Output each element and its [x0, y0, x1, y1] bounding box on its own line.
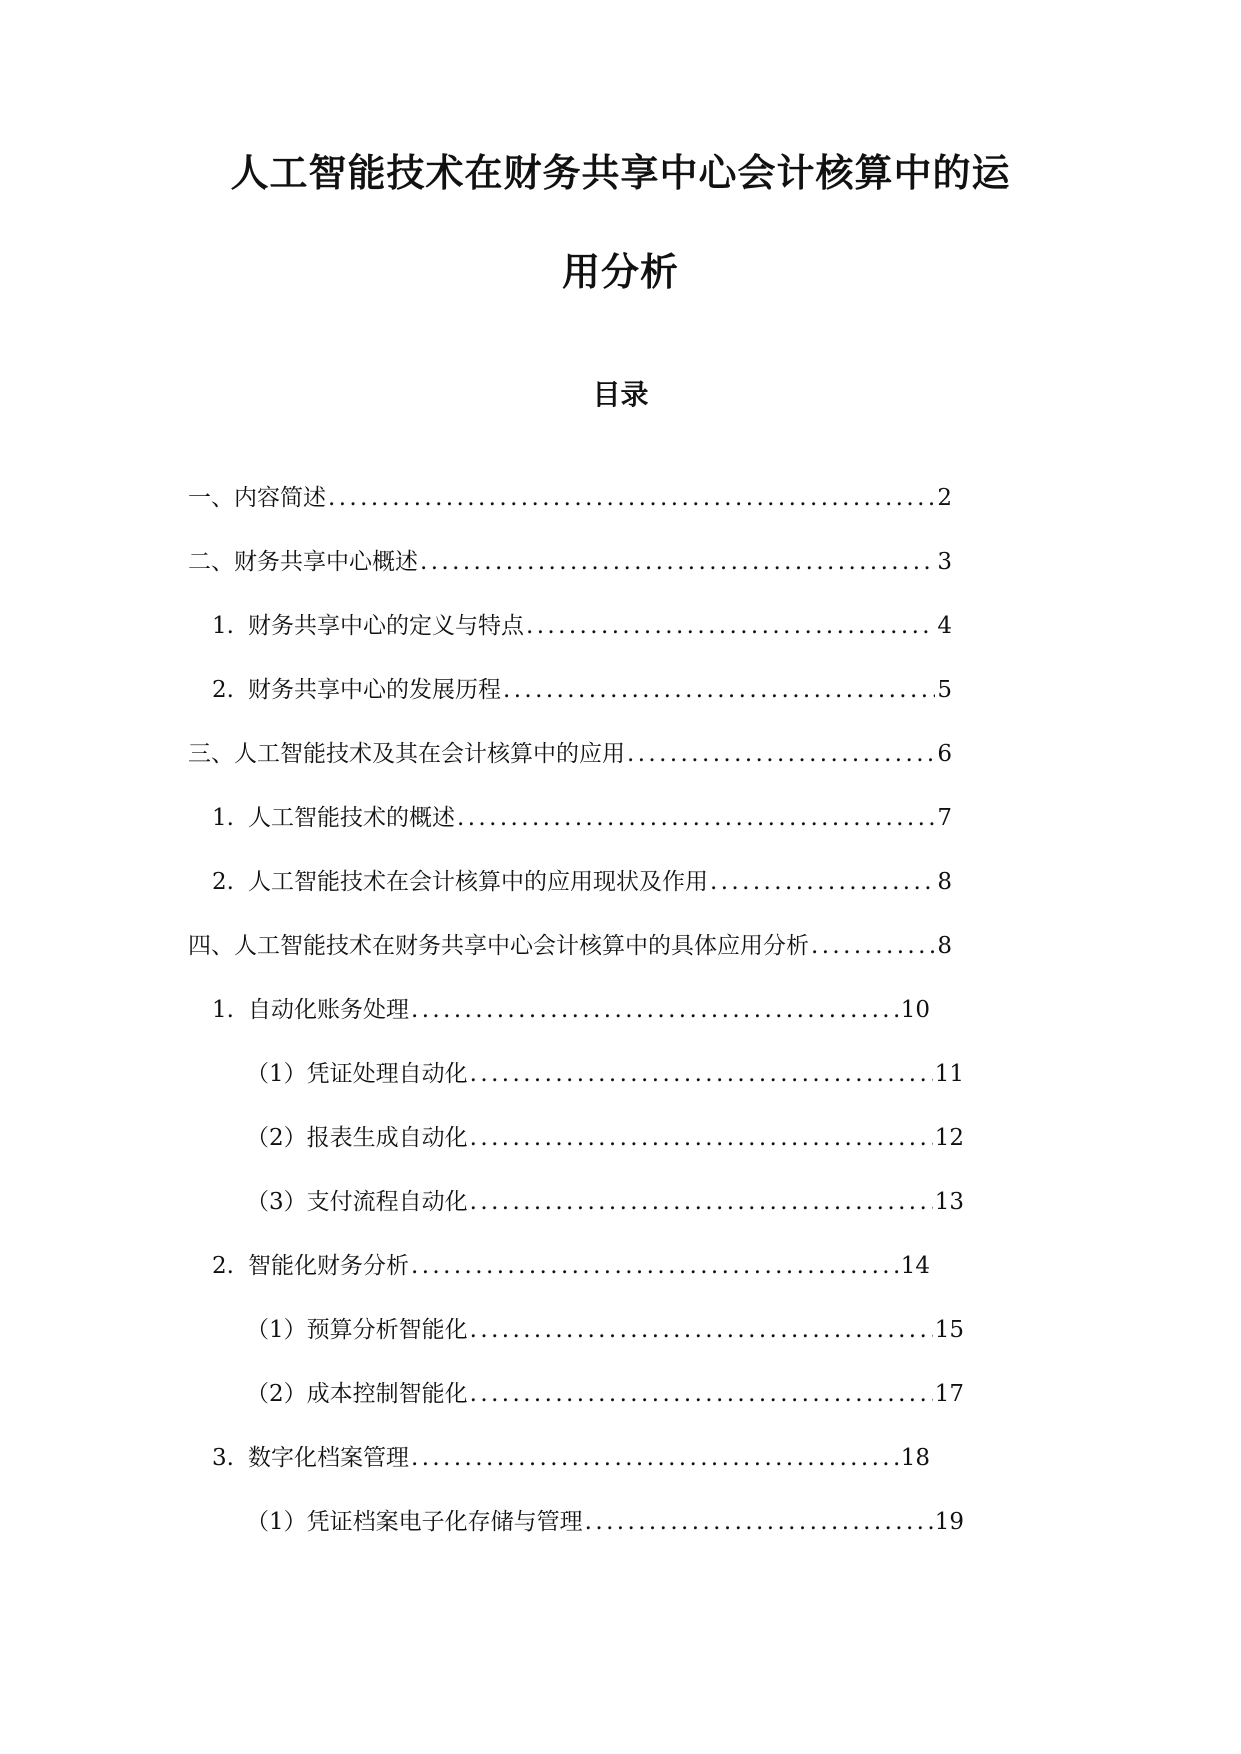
- toc-page-number: 15: [934, 1317, 964, 1343]
- toc-entry-number: 1.: [212, 997, 234, 1023]
- toc-entry[interactable]: [212, 1441, 930, 1475]
- toc-entry[interactable]: [188, 481, 952, 515]
- toc-page-number: 19: [934, 1509, 964, 1535]
- toc-entry-text: 人工智能技术在会计核算中的应用现状及作用: [248, 869, 708, 895]
- toc-leader-dots: [809, 929, 935, 963]
- toc-entry-text: 财务共享中心的定义与特点: [248, 613, 524, 639]
- toc-entry-text: 财务共享中心的发展历程: [248, 677, 501, 703]
- toc-entry[interactable]: [188, 929, 952, 963]
- toc-page-number: 2: [937, 485, 952, 511]
- toc-entry[interactable]: [246, 1121, 964, 1155]
- toc-entry-number: 2.: [212, 677, 234, 703]
- toc-entry-text: 数字化档案管理: [248, 1445, 409, 1471]
- toc-leader-dots: [708, 865, 935, 899]
- toc-page-number: 10: [900, 997, 930, 1023]
- toc-page-number: 12: [934, 1125, 964, 1151]
- toc-leader-dots: [326, 481, 935, 515]
- toc-leader-dots: [468, 1377, 933, 1411]
- toc-entry[interactable]: [212, 993, 930, 1027]
- toc-leader-dots: [409, 1249, 899, 1283]
- toc-page-number: 8: [937, 869, 952, 895]
- toc-entry-text: 自动化账务处理: [248, 997, 409, 1023]
- toc-leader-dots: [468, 1121, 933, 1155]
- toc-entry[interactable]: [246, 1505, 964, 1539]
- toc-entry-number: 3.: [212, 1445, 234, 1471]
- toc-page-number: 8: [937, 933, 952, 959]
- toc-entry-text: 二、财务共享中心概述: [188, 549, 418, 575]
- toc-entry-text: 智能化财务分析: [248, 1253, 409, 1279]
- toc-entry[interactable]: [212, 1249, 930, 1283]
- toc-heading: 目录: [592, 378, 649, 411]
- toc-entry[interactable]: [246, 1185, 964, 1219]
- toc-leader-dots: [583, 1505, 933, 1539]
- toc-entry-number: 2.: [212, 869, 234, 895]
- toc-page-number: 5: [937, 677, 952, 703]
- toc-page-number: 17: [934, 1381, 964, 1407]
- toc-entry[interactable]: [246, 1057, 964, 1091]
- toc-page-number: 3: [937, 549, 952, 575]
- toc-entry-number: 1.: [212, 805, 234, 831]
- toc-page-number: 13: [934, 1189, 964, 1215]
- toc-entry-text: 一、内容简述: [188, 485, 326, 511]
- toc-entry-text: 三、人工智能技术及其在会计核算中的应用: [188, 741, 625, 767]
- toc-entry-text: （3）支付流程自动化: [246, 1189, 468, 1215]
- toc-leader-dots: [468, 1185, 933, 1219]
- toc-entry[interactable]: [212, 801, 952, 835]
- toc-leader-dots: [409, 993, 899, 1027]
- toc-entry-text: （2）成本控制智能化: [246, 1381, 468, 1407]
- toc-entry-number: 2.: [212, 1253, 234, 1279]
- toc-entry-text: 人工智能技术的概述: [248, 805, 455, 831]
- toc-entry-text: （2）报表生成自动化: [246, 1125, 468, 1151]
- toc-leader-dots: [524, 609, 935, 643]
- toc-entry-text: （1）凭证档案电子化存储与管理: [246, 1509, 583, 1535]
- toc-entry[interactable]: [212, 865, 952, 899]
- toc-leader-dots: [455, 801, 935, 835]
- toc-entry-text: （1）凭证处理自动化: [246, 1061, 468, 1087]
- toc-leader-dots: [625, 737, 935, 771]
- toc-entry[interactable]: [246, 1377, 964, 1411]
- toc-leader-dots: [409, 1441, 899, 1475]
- toc-entry-text: 四、人工智能技术在财务共享中心会计核算中的具体应用分析: [188, 933, 809, 959]
- toc-page-number: 11: [934, 1061, 964, 1087]
- toc-entry[interactable]: [188, 545, 952, 579]
- toc-entry[interactable]: [212, 609, 952, 643]
- toc-page-number: 7: [937, 805, 952, 831]
- toc-leader-dots: [418, 545, 935, 579]
- toc-entry[interactable]: [188, 737, 952, 771]
- toc-entry-text: （1）预算分析智能化: [246, 1317, 468, 1343]
- toc-leader-dots: [468, 1313, 933, 1347]
- toc-page-number: 6: [937, 741, 952, 767]
- table-of-contents: [0, 481, 1241, 1681]
- toc-page-number: 14: [900, 1253, 930, 1279]
- document-title-line-1: 人工智能技术在财务共享中心会计核算中的运: [230, 151, 1011, 195]
- toc-page-number: 4: [937, 613, 952, 639]
- toc-entry[interactable]: [212, 673, 952, 707]
- document-title-line-2: 用分析: [561, 250, 679, 294]
- toc-entry-number: 1.: [212, 613, 234, 639]
- toc-leader-dots: [501, 673, 935, 707]
- toc-leader-dots: [468, 1057, 933, 1091]
- toc-entry[interactable]: [246, 1313, 964, 1347]
- toc-page-number: 18: [900, 1445, 930, 1471]
